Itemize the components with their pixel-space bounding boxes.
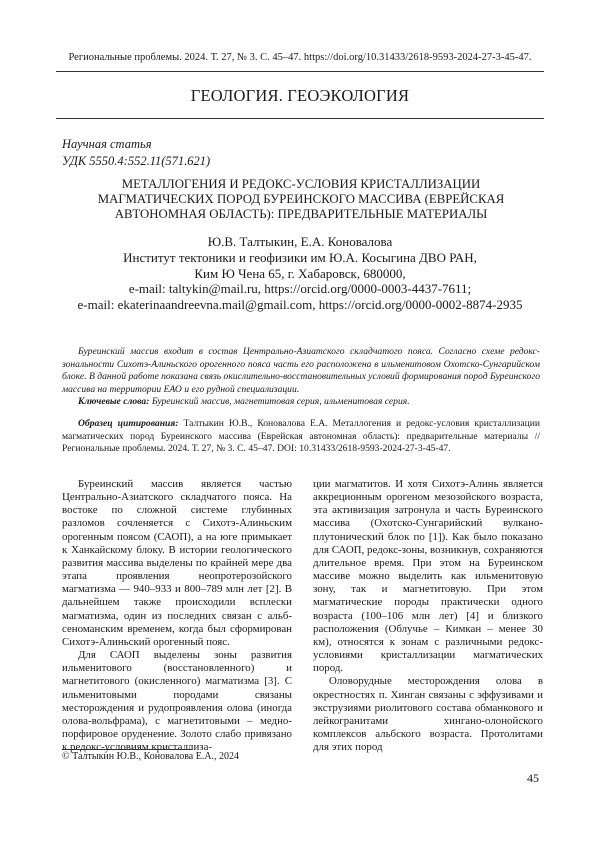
citation: [62, 418, 540, 456]
body-column-right: [313, 478, 543, 754]
body-column-left: [62, 478, 292, 754]
paragraph: Буреинский массив является частью Центрально-Азиатского складчатого пояса. На востоке по сложной системе глубинных разломов сочленяется с Сихотэ-Алиньским орогенным поясом (САОП), а на юге примыкает к Ханкайскому блоку. В истории геологического развития массива выделены по крайней мере два этапа проявления неопротерозойского магматизма — 940–933 и 800–789 млн лет [2]. В дальнейшем также происходили всплески магматизма, один из последних связан с альб-сеноманским временем, когда был сформирован Сихотэ-Алиньский орогенный пояс.: [62, 478, 292, 648]
keywords: [62, 396, 540, 407]
copyright: © Талтыкин Ю.В., Коновалова Е.А., 2024: [62, 751, 240, 762]
affiliation: Институт тектоники и геофизики им Ю.А. Косыгина ДВО РАН,: [123, 249, 477, 265]
article-type: Научная статья: [62, 137, 152, 151]
article-meta: [62, 136, 210, 170]
paragraph: ции магматитов. И хотя Сихотэ-Алинь является аккреционным орогеном мезозойского возраста, эта активизация затронула и часть Буреинского массива (Охотско-Сунгарийский вулкано-плутонический блок по [1]). Как было показано для САОП, редокс-зоны, возникнув, сохраняются длительное время. При этом на Буреинском массиве можно выделить как ильменитовую зону, так и магнетитовую. При этом магматические породы практически одного возраста (100–106 млн лет) [4] и близкого расположения (Облучье – Кимкан – менее 30 км), относятся к зонам с различными редокс-условиями кристаллизации магматических пород.: [313, 478, 543, 675]
keywords-text: Буреинский массив, магнетитовая серия, ильменитовая серия.: [151, 396, 410, 407]
section-rule: [56, 118, 544, 119]
email-2: e-mail: ekaterinaandreevna.mail@gmail.com, https://orcid.org/0000-0002-8874-2935: [77, 297, 523, 313]
citation-label: Образец цитирования:: [78, 418, 179, 429]
udc-code: УДК 5550.4:552.11(571.621): [62, 154, 211, 168]
paragraph: Оловорудные месторождения олова в окрестностях п. Хинган связаны с эффузивами и экструзиями риолитового состава обманкового и лейкогранитами хинганo-олонойского комплексов альбского возраста. Протолитами для этих пород: [313, 675, 543, 754]
paragraph: Для САОП выделены зоны развития ильменитового (восстановленного) и магнетитового (окисленного) магматизма [3]. С ильменитовыми породами связаны месторождения и рудопроявления олова (иногда олова-вольфрама), с магнетитовыми – медно-порфировое оруденение. Золото слабо привязано к редокс-условиям кристаллиза-: [62, 649, 292, 754]
email-1: e-mail: taltykin@mail.ru, https://orcid.org/0000-0003-4437-7611;: [128, 281, 472, 297]
citation-text: Талтыкин Ю.В., Коновалова Е.А. Металлогения и редокс-условия кристаллизации магматических пород Буреинского массива (Еврейская автономная область): предварительные материалы // Региональные проблемы. 2024. Т. 27, № 3. С. 45–47. DOI: 10.31433/2618-9593-2024-27-3-45-47.: [62, 418, 540, 455]
address: Ким Ю Чена 65, г. Хабаровск, 680000,: [194, 265, 406, 281]
footnote-rule: [62, 749, 192, 750]
running-header: Региональные проблемы. 2024. Т. 27, № 3. С. 45–47. https://doi.org/10.31433/2618-9593-2024-27-3-45-47.: [68, 52, 532, 63]
authors: Ю.В. Талтыкин, Е.А. Коновалова: [207, 234, 393, 249]
header-rule: [56, 71, 544, 72]
author-block: [56, 234, 544, 313]
section-title: ГЕОЛОГИЯ. ГЕОЭКОЛОГИЯ: [190, 86, 410, 105]
page-number: 45: [527, 771, 539, 785]
keywords-label: Ключевые слова:: [78, 396, 150, 407]
abstract: Буреинский массив входит в состав Центрально-Азиатского складчатого пояса. Согласно схеме редокс-зональности Сихотэ-Алиньского орогенного пояса часть его расположена в ильменитовом Охотско-Сунгарийском блоке. В данной работе показана связь окислительно-восстановительных условий формирования пород Буреинского массива на территории ЕАО и его рудной специализации.: [62, 346, 540, 396]
article-title: МЕТАЛЛОГЕНИЯ И РЕДОКС-УСЛОВИЯ КРИСТАЛЛИЗАЦИИ МАГМАТИЧЕСКИХ ПОРОД БУРЕИНСКОГО МАССИВА (ЕВРЕЙСКАЯ АВТОНОМНАЯ ОБЛАСТЬ): ПРЕДВАРИТЕЛЬНЫЕ МАТЕРИАЛЫ: [97, 177, 505, 221]
